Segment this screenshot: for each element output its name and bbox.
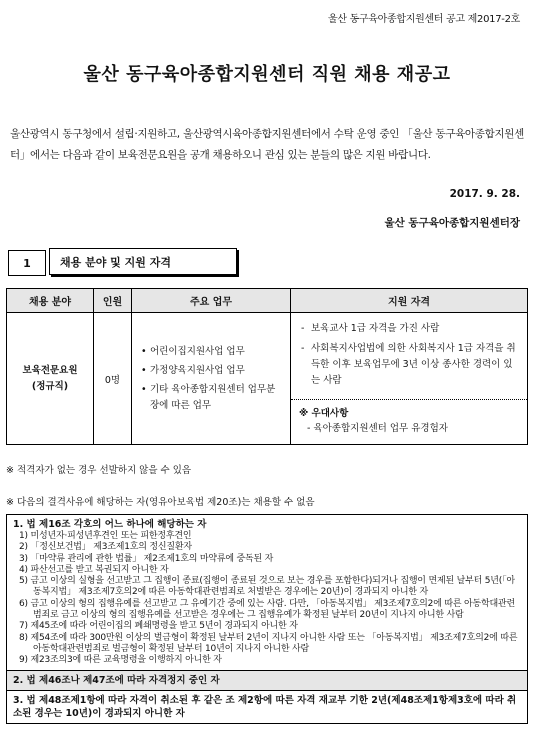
field-type: (정규직) xyxy=(31,380,69,392)
disq-section-3 xyxy=(7,691,527,723)
duties-list xyxy=(133,344,289,414)
list-item: 4) 파산선고를 받고 복권되지 아니한 자 xyxy=(19,564,169,575)
page-title: 울산 동구육아종합지원센터 직원 채용 재공고 xyxy=(83,64,451,85)
notice-number: 울산 동구육아종합지원센터 공고 제2017-2호 xyxy=(327,14,520,25)
section-number: 1 xyxy=(8,250,46,276)
list-item: 5) 금고 이상의 실형을 선고받고 그 집행이 종료(집행이 종료된 것으로 보는 경우를 포함한다)되거나 집행이 면제된 날부터 5년(「아동복지법」 제3조제7호의2에 따른 아동학대관련범죄로 처벌받은 경우에는 20년)이 경과되지 아니한 자 xyxy=(19,576,515,598)
header-qualifications: 지원 자격 xyxy=(291,289,528,313)
field-name: 보육전문요원 xyxy=(22,364,78,376)
header-field: 채용 분야 xyxy=(7,289,94,313)
issuing-organization: 울산 동구육아종합지원센터장 xyxy=(384,217,520,229)
header-count: 인원 xyxy=(94,289,132,313)
table-header-row xyxy=(7,289,528,313)
preference-item: - 육아종합지원센터 업무 유경험자 xyxy=(307,423,448,434)
intro-paragraph: 울산광역시 동구청에서 설립·지원하고, 울산광역시육아종합지원센터에서 수탁 운영 중인 「울산 동구육아종합지원센터」에서는 다음과 같이 보육전문요원을 공개 채용하오니 관심 있는 분들의 많은 지원 바랍니다. xyxy=(10,128,524,161)
list-item: • 가정양육지원사업 업무 xyxy=(141,363,283,379)
list-item: 1) 미성년자·피성년후견인 또는 피한정후견인 xyxy=(19,531,192,541)
note-no-qualified: ※ 적격자가 없는 경우 선발하지 않을 수 있음 xyxy=(6,465,192,476)
list-item: 3) 「마약류 관리에 관한 법률」 제2조제1호의 마약류에 중독된 자 xyxy=(19,553,274,564)
disq-section-3-heading: 3. 법 제48조제1항에 따라 자격이 취소된 후 같은 조 제2항에 따른 자격 재교부 기한 2년(제48조제1항제3호에 따라 취소된 경우는 10년)이 경과되지 아니한 자 xyxy=(13,694,517,719)
list-item: 8) 제54조에 따라 300만원 이상의 벌금형이 확정된 날부터 2년이 지나지 아니한 사람 또는 「아동복지법」 제3조제7호의2에 따른 아동학대관련범죄로 벌금형이 확정된 날부터 10년이 지나지 아니한 사람 xyxy=(19,632,518,654)
preferences-title: ※ 우대사항 xyxy=(299,408,349,419)
count-cell: 0명 xyxy=(94,313,132,445)
table-row xyxy=(7,313,528,445)
disq-section-1-heading: 1. 법 제16조 각호의 어느 하나에 해당하는 자 xyxy=(13,519,207,530)
recruitment-table xyxy=(6,288,528,445)
disq-section-2-heading: 2. 법 제46조나 제47조에 따라 자격정지 중인 자 xyxy=(13,674,220,686)
list-item: - 사회복지사업법에 의한 사회복지사 1급 자격을 취득한 이후 보육업무에 3년 이상 종사한 경력이 있는 사람 xyxy=(299,341,519,389)
disq-section-2 xyxy=(7,671,527,691)
qualifications-cell xyxy=(291,313,528,445)
list-item: • 기타 육아종합지원센터 업무분장에 따른 업무 xyxy=(141,382,283,414)
list-item: - 보육교사 1급 자격을 가진 사람 xyxy=(299,321,519,337)
list-item: • 어린이집지원사업 업무 xyxy=(141,344,283,360)
duties-cell xyxy=(132,313,291,445)
qualifications-list xyxy=(291,313,527,400)
note-disqualification: ※ 다음의 결격사유에 해당하는 자(영유아보육법 제20조)는 채용할 수 없음 xyxy=(6,497,315,508)
disqualification-box xyxy=(6,514,528,724)
disq-section-1 xyxy=(7,515,527,671)
list-item: 7) 제45조에 따라 어린이집의 폐쇄명령을 받고 5년이 경과되지 아니한 자 xyxy=(19,621,298,632)
header-duties: 주요 업무 xyxy=(132,289,291,313)
preferences-block xyxy=(291,400,527,444)
list-item: 2) 「정신보건법」 제3조제1호의 정신질환자 xyxy=(19,542,192,553)
field-cell xyxy=(7,313,94,445)
list-item: 6) 금고 이상의 형의 집행유예를 선고받고 그 유예기간 중에 있는 사람. 다만, 「아동복지법」 제3조제7호의2에 따른 아동학대관련범죄로 금고 이상의 형의 집행유예를 선고받은 경우에는 그 집행유예가 확정된 날부터 20년이 지나지 아니한 사람 xyxy=(19,598,515,621)
list-item: 9) 제23조의3에 따른 교육명령을 이행하지 아니한 자 xyxy=(19,655,222,666)
notice-date: 2017. 9. 28. xyxy=(449,188,520,200)
section-title: 채용 분야 및 지원 자격 xyxy=(49,248,237,275)
